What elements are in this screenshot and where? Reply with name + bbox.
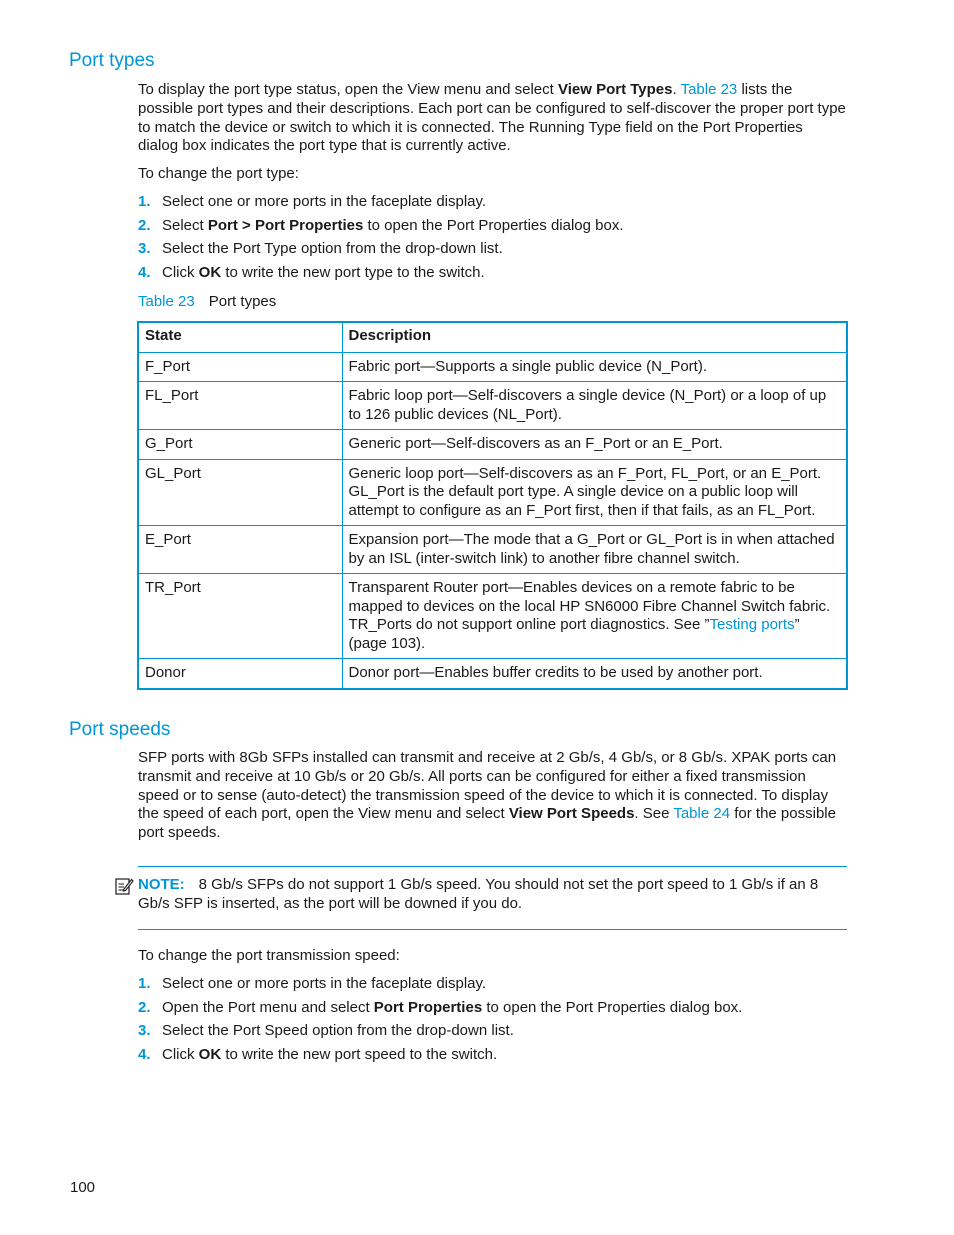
step-item <box>138 240 846 264</box>
note-body: 8 Gb/s SFPs do not support 1 Gb/s speed. You should not set the port speed to 1 Gb/s if an 8 Gb/s SFP is inserted, as the port will be downed if you do. <box>138 876 819 912</box>
step-text: to open the Port Properties dialog box. <box>482 998 743 1016</box>
step-text: Select one or more ports in the faceplate display. <box>162 975 487 992</box>
step-number: 3. <box>138 1022 151 1039</box>
intro-text: lists the possible port types and their descriptions. Each port can be configured to self-discover the proper port type to match the device or switch to which it is connected. The Running Type field on the Port Properties dialog box indicates the port type that is currently active. <box>138 81 846 155</box>
step-number: 3. <box>138 240 151 257</box>
step-bold: Port Properties <box>373 998 483 1016</box>
intro-bold-menu-item: View Port Speeds <box>508 805 635 823</box>
note-pencil-icon <box>114 876 134 896</box>
step-text: Select <box>162 216 208 234</box>
step-text: to open the Port Properties dialog box. <box>363 216 624 234</box>
step-text: Select the Port Type option from the drop-down list. <box>162 240 503 257</box>
step-number: 4. <box>138 263 151 281</box>
intro-text: . See <box>634 805 674 823</box>
cell-state: F_Port <box>138 352 342 382</box>
cell-description <box>342 574 847 659</box>
change-port-type-intro: To change the port type: <box>138 165 299 182</box>
step-item <box>138 264 846 288</box>
table-row <box>138 574 847 659</box>
step-bold: OK <box>198 1045 222 1063</box>
step-text: Click <box>162 263 199 281</box>
step-item <box>138 1022 846 1046</box>
step-text: Select one or more ports in the faceplate display. <box>162 193 487 210</box>
step-bold: OK <box>198 263 222 281</box>
column-header-description: Description <box>342 322 847 352</box>
column-header-state: State <box>138 322 342 352</box>
port-speeds-intro <box>138 749 846 843</box>
step-number: 1. <box>138 975 151 992</box>
table-caption-title: Port types <box>208 293 277 310</box>
table-header-row <box>138 322 847 352</box>
table-row <box>138 352 847 382</box>
step-number: 4. <box>138 1045 151 1063</box>
cell-description: Generic loop port—Self-discovers as an F_Port, FL_Port, or an E_Port. GL_Port is the default port type. A single device on a public loop will attempt to configure as an F_Port first, then if that fails, as an FL_Port. <box>342 459 847 526</box>
step-item <box>138 193 846 217</box>
note-label: NOTE: <box>138 876 185 893</box>
table-row <box>138 430 847 460</box>
section-heading-port-types: Port types <box>69 50 155 71</box>
intro-text: To display the port type status, open the View menu and select <box>138 81 558 98</box>
cell-description: Generic port—Self-discovers as an F_Port or an E_Port. <box>342 430 847 460</box>
cell-description: Donor port—Enables buffer credits to be used by another port. <box>342 659 847 689</box>
step-number: 1. <box>138 193 151 210</box>
cell-description: Expansion port—The mode that a G_Port or GL_Port is in when attached by an ISL (inter-switch link) to another fibre channel switch. <box>342 526 847 574</box>
port-speed-steps <box>138 975 846 1069</box>
step-text: to write the new port speed to the switch. <box>221 1045 498 1063</box>
step-number: 2. <box>138 998 151 1016</box>
cell-state: GL_Port <box>138 459 342 526</box>
table-row <box>138 526 847 574</box>
note-box <box>138 866 847 930</box>
cell-description: Fabric loop port—Self-discovers a single device (N_Port) or a loop of up to 126 public devices (NL_Port). <box>342 382 847 430</box>
step-text: Click <box>162 1045 199 1063</box>
step-item <box>138 975 846 999</box>
cell-state: FL_Port <box>138 382 342 430</box>
table-row <box>138 459 847 526</box>
cell-state: G_Port <box>138 430 342 460</box>
port-type-steps <box>138 193 846 287</box>
step-text: Select the Port Speed option from the drop-down list. <box>162 1022 514 1039</box>
page-number: 100 <box>70 1179 96 1196</box>
port-types-table <box>137 321 848 690</box>
table-23-link[interactable]: Table 23 <box>680 81 738 98</box>
step-item <box>138 999 846 1023</box>
intro-bold-menu-item: View Port Types <box>557 81 673 98</box>
step-bold: Port > Port Properties <box>207 216 364 234</box>
cell-state: Donor <box>138 659 342 689</box>
table-row <box>138 382 847 430</box>
section-heading-port-speeds: Port speeds <box>69 719 171 740</box>
note-text <box>138 876 847 914</box>
cell-state: TR_Port <box>138 574 342 659</box>
step-text: Open the Port menu and select <box>162 998 374 1016</box>
intro-text: SFP ports with 8Gb SFPs installed can transmit and receive at 2 Gb/s, 4 Gb/s, or 8 Gb/s. XPAK ports can transmit and receive at 10 Gb/s or 20 Gb/s. All ports can be configured for either a fixed transmission speed or to sense (auto-detect) the transmission speed of the device to which it is connected. To display the speed of each port, open the View menu and select <box>138 749 837 823</box>
table-24-link[interactable]: Table 24 <box>673 805 731 823</box>
cell-description-text: Transparent Router port—Enables devices on a remote fabric to be mapped to devices on the local HP SN6000 Fibre Channel Switch fabric. TR_Ports do not support online port diagnostics. See ” <box>348 579 831 633</box>
step-text: to write the new port type to the switch. <box>221 263 485 281</box>
intro-text: . <box>672 81 681 98</box>
cell-description: Fabric port—Supports a single public device (N_Port). <box>342 352 847 382</box>
table-caption <box>138 293 276 310</box>
table-row <box>138 659 847 689</box>
testing-ports-link[interactable]: Testing ports <box>709 616 795 633</box>
cell-state: E_Port <box>138 526 342 574</box>
port-types-intro <box>138 81 846 156</box>
table-caption-label: Table 23 <box>138 293 195 310</box>
cell-description-text: ” (page 103). <box>348 616 800 652</box>
step-item <box>138 1046 846 1070</box>
change-port-speed-intro: To change the port transmission speed: <box>138 947 400 964</box>
step-item <box>138 217 846 241</box>
intro-text: for the possible port speeds. <box>138 805 836 842</box>
step-number: 2. <box>138 216 151 234</box>
